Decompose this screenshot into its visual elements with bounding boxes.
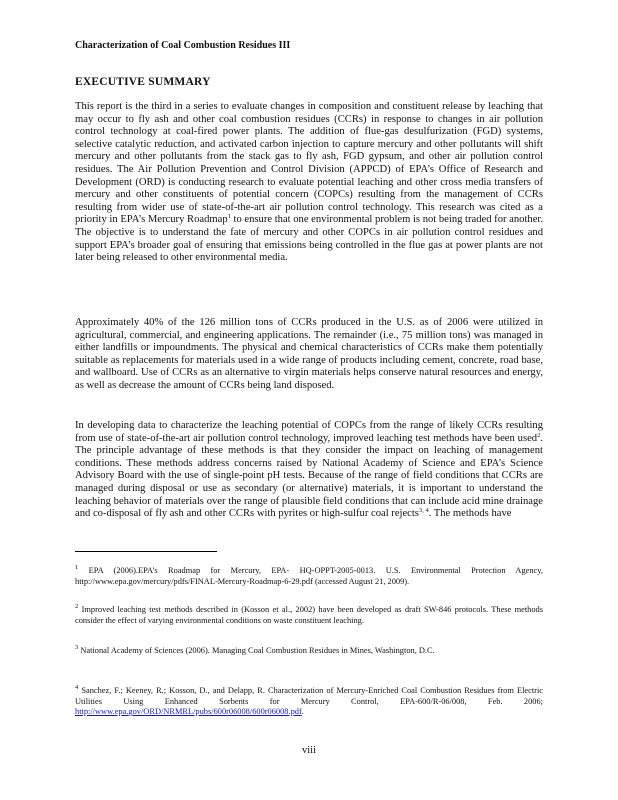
paragraph-text: . The methods have xyxy=(428,508,512,520)
footnote-number: 3 xyxy=(75,644,79,651)
paragraph-utilization xyxy=(75,317,543,393)
paragraph-text: In developing data to characterize the leaching potential of COPCs from the range of likely CCRs resulting from use of state-of-the-art air pollution control technology, improved leaching test methods have been used xyxy=(75,420,543,444)
footnote-ref: 3, 4 xyxy=(418,507,429,515)
running-header: Characterization of Coal Combustion Residues III xyxy=(75,40,291,51)
footnote-number: 2 xyxy=(75,603,79,610)
footnote-text: EPA (2006).EPA’s Roadmap for Mercury, EPA- HQ-OPPT-2005-0013. U.S. Environmental Protection Agency, http://www.epa.gov/mercury/pdfs/FINAL-Mercury-Roadmap-6-29.pdf (accessed August 21, 2009). xyxy=(75,566,543,586)
footnote-ref: 1 xyxy=(227,213,231,221)
footnote-separator xyxy=(75,551,217,552)
footnote-ref: 2 xyxy=(537,431,541,439)
footnote-3 xyxy=(75,646,543,657)
footnote-text: Sanchez, F.; Keeney, R.; Kosson, D., and Delapp, R. Characterization of Mercury-Enriched Coal Combustion Residues from Electric Utilities Using Enhanced Sorbents for Mercury Control, EPA-600/R-06/008, Feb. 2006; xyxy=(75,686,543,706)
footnote-2 xyxy=(75,605,543,626)
section-heading: EXECUTIVE SUMMARY xyxy=(75,76,211,88)
paragraph-text: to ensure that one environmental problem is not being traded for another. The objective is to understand the fate of mercury and other COPCs in air pollution control residues and support EPA’s broader goal of ensuring that emissions being controlled in the flue gas at power plants are not later being released to other environmental media. xyxy=(75,214,544,264)
footnote-text: National Academy of Sciences (2006). Managing Coal Combustion Residues in Mines, Washington, D.C. xyxy=(80,646,435,655)
paragraph-methods xyxy=(75,420,543,521)
footnote-number: 4 xyxy=(75,684,79,691)
footnote-4 xyxy=(75,686,543,718)
page-number: viii xyxy=(301,745,316,756)
paragraph-text: This report is the third in a series to evaluate changes in composition and constituent release by leaching that may occur to fly ash and other coal combustion residues (CCRs) in response to changes in air pollution control technology at coal-fired power plants. The addition of flue-gas desulfurization (FGD) systems, selective catalytic reduction, and activated carbon injection to capture mercury and other pollutants will shift mercury and other pollutants from the stack gas to fly ash, FGD gypsum, and other air pollution control residues. The Air Pollution Prevention and Control Division (APPCD) of EPA’s Office of Research and Development (ORD) is conducting research to evaluate potential leaching and other cross media transfers of mercury and other constituents of potential concern (COPCs) resulting from the management of CCRs resulting from wider use of state-of-the-art air pollution control technology. This research was cited as a priority in EPA’s Mercury Roadmap xyxy=(75,101,543,226)
footnote-text: Improved leaching test methods described in (Kosson et al., 2002) have been developed as draft SW-846 protocols. These methods consider the effect of varying environmental conditions on waste constituent leaching. xyxy=(75,605,543,625)
paragraph-text: Approximately 40% of the 126 million tons of CCRs produced in the U.S. as of 2006 were utilized in agricultural, commercial, and engineering applications. The remainder (i.e., 75 million tons) was managed in either landfills or impoundments. The physical and chemical characteristics of CCRs make them potentially suitable as replacements for materials used in a wide range of products including cement, concrete, road base, and wallboard. Use of CCRs as an alternative to virgin materials helps conserve natural resources and energy, as well as decrease the amount of CCRs being land disposed. xyxy=(75,317,543,391)
footnote-link[interactable]: http://www.epa.gov/ORD/NRMRL/pubs/600r06008/600r06008.pdf xyxy=(75,707,302,717)
footnote-number: 1 xyxy=(75,564,79,571)
footnote-1 xyxy=(75,566,543,587)
paragraph-intro xyxy=(75,101,543,265)
footnote-text-end: . xyxy=(301,707,304,717)
paragraph-text: . The principle advantage of these methods is that they consider the impact on leaching of management conditions. These methods address concerns raised by National Academy of Science and EPA’s Science Advisory Board with the use of single-point pH tests. Because of the range of field conditions that CCRs are managed during disposal or use as secondary (or alternative) materials, it is important to understand the leaching behavior of materials over the range of plausible field conditions that can include acid mine drainage and co-disposal of fly ash and other CCRs with pyrites or high-sulfur coal rejects xyxy=(75,432,543,520)
